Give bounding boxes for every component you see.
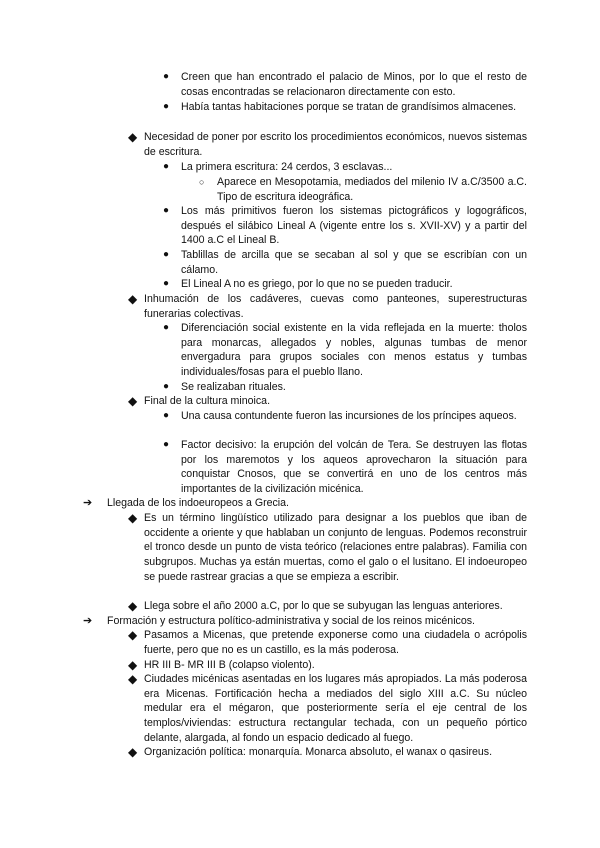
list-item [199, 175, 527, 204]
list-item-text: Llegada de los indoeuropeos a Grecia. [107, 497, 289, 509]
list-item-text: Inhumación de los cadáveres, cuevas como panteones, superestructuras funerarias colectivas. [144, 293, 527, 320]
dot-bullet-icon: ● [163, 205, 170, 216]
list-item-text: Necesidad de poner por escrito los procedimientos económicos, nuevos sistemas de escritura. [144, 131, 527, 158]
list-item [163, 277, 527, 292]
list-item-text: Creen que han encontrado el palacio de Minos, por lo que el resto de cosas encontradas se relacionaron directamente con esto. [181, 71, 527, 98]
list-item-text: Había tantas habitaciones porque se tratan de grandísimos almacenes. [181, 101, 517, 113]
arrow-bullet-icon: ➔ [83, 497, 93, 509]
dot-bullet-icon: ● [163, 410, 170, 421]
list-item [128, 628, 527, 657]
list-item-text: Formación y estructura político-administrativa y social de los reinos micénicos. [107, 615, 475, 627]
list-item [128, 599, 527, 614]
list-item [128, 658, 527, 673]
list-item-text: HR III B- MR III B (colapso violento). [144, 659, 315, 671]
list-item [128, 745, 527, 760]
dot-bullet-icon: ● [163, 278, 170, 289]
arrow-bullet-icon: ➔ [83, 615, 93, 627]
list-item-text: La primera escritura: 24 cerdos, 3 esclavas... [181, 161, 393, 173]
list-item-text: Diferenciación social existente en la vida reflejada en la muerte: tholos para monarcas, allegados y nobles, algunas tumbas de menor envergadura para grupos sociales con menos estatus y tumbas individuales/fosas para el pueblo llano. [181, 322, 527, 379]
list-item-text: Final de la cultura minoica. [144, 395, 271, 407]
circle-bullet-icon: ○ [199, 177, 205, 187]
list-item-text: Factor decisivo: la erupción del volcán de Tera. Se destruyen las flotas por los maremotos y los aqueos aprovecharon la situación para conquistar Cnosos, que se convertirá en uno de los centros más importantes de la civilización micénica. [181, 439, 527, 496]
list-item-text: El Lineal A no es griego, por lo que no se pueden traducir. [181, 278, 453, 290]
diamond-bullet-icon: ◆ [128, 394, 138, 408]
dot-bullet-icon: ● [163, 249, 170, 260]
list-item [83, 614, 527, 629]
diamond-bullet-icon: ◆ [128, 745, 138, 759]
list-item [163, 100, 527, 115]
list-item-text: Tablillas de arcilla que se secaban al sol y que se escribían con un cálamo. [181, 249, 527, 276]
dot-bullet-icon: ● [163, 71, 170, 82]
diamond-bullet-icon: ◆ [128, 511, 138, 525]
dot-bullet-icon: ● [163, 161, 170, 172]
list-item-text: Aparece en Mesopotamia, mediados del milenio IV a.C/3500 a.C. Tipo de escritura ideográfica. [217, 176, 527, 203]
list-item [163, 438, 527, 497]
list-item [128, 292, 527, 321]
list-item-text: Pasamos a Micenas, que pretende exponerse como una ciudadela o acrópolis fuerte, pero que no es un castillo, es la más poderosa. [144, 629, 527, 656]
list-item [128, 672, 527, 746]
list-item [128, 130, 527, 159]
list-item [163, 248, 527, 277]
diamond-bullet-icon: ◆ [128, 672, 138, 686]
list-item [163, 409, 527, 424]
list-item-text: Ciudades micénicas asentadas en los lugares más apropiados. La más poderosa era Micenas. Fortificación hecha a mediados del siglo XIII a.C. Su núcleo medular era el mégaron, que posteriormente sería el eje central de los templos/viviendas: estructura rectangular techada, con un pequeño pórtico delante, alargada, al fondo un espacio dedicado al fuego. [144, 673, 527, 744]
diamond-bullet-icon: ◆ [128, 658, 138, 672]
list-item [163, 70, 527, 99]
diamond-bullet-icon: ◆ [128, 292, 138, 306]
list-item [163, 160, 527, 175]
list-item [163, 380, 527, 395]
list-item [163, 321, 527, 380]
dot-bullet-icon: ● [163, 381, 170, 392]
dot-bullet-icon: ● [163, 322, 170, 333]
diamond-bullet-icon: ◆ [128, 130, 138, 144]
dot-bullet-icon: ● [163, 439, 170, 450]
list-item [83, 496, 527, 511]
dot-bullet-icon: ● [163, 101, 170, 112]
list-item-text: Una causa contundente fueron las incursiones de los príncipes aqueos. [181, 410, 517, 422]
diamond-bullet-icon: ◆ [128, 628, 138, 642]
list-item-text: Se realizaban rituales. [181, 381, 286, 393]
list-item-text: Organización política: monarquía. Monarca absoluto, el wanax o qasireus. [144, 746, 493, 758]
list-item [163, 204, 527, 248]
list-item [128, 394, 527, 409]
list-item [128, 511, 527, 585]
diamond-bullet-icon: ◆ [128, 599, 138, 613]
list-item-text: Es un término lingüístico utilizado para designar a los pueblos que iban de occidente a oriente y que hablaban un conjunto de lenguas. Podemos reconstruir el tronco desde un punto de vista teórico (relaciones entre palabras). Familia con subgrupos. Muchas ya están muertas, como el galo o el lusitano. El indoeuropeo se puede rastrear gracias a que se empieza a escribir. [144, 512, 527, 583]
list-item-text: Los más primitivos fueron los sistemas pictográficos y logográficos, después el silábico Lineal A (vigente entre los s. XVII-XV) y a partir del 1400 a.C el Lineal B. [181, 205, 527, 247]
list-item-text: Llega sobre el año 2000 a.C, por lo que se subyugan las lenguas anteriores. [144, 600, 503, 612]
